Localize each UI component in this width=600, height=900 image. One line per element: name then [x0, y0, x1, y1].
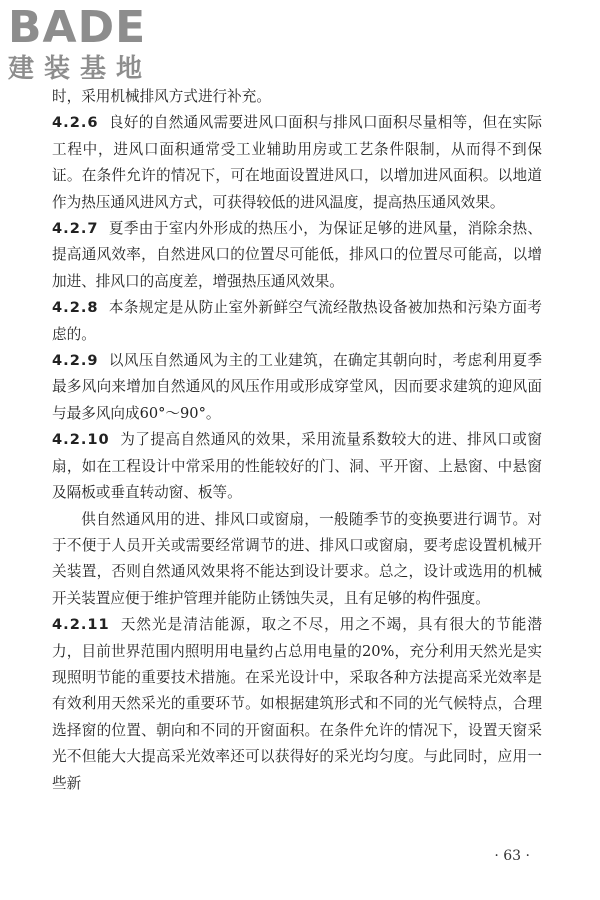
section-number: 4.2.9 — [52, 352, 99, 370]
watermark-logo — [8, 4, 183, 84]
section-text: 本条规定是从防止室外新鲜空气流经散热设备被加热和污染方面考虑的。 — [52, 299, 542, 343]
section-text: 以风压自然通风为主的工业建筑，在确定其朝向时，考虑利用夏季最多风向来增加自然通风的风压作用或形成穿堂风，因而要求建筑的迎风面与最多风向成60°～90°。 — [52, 352, 542, 422]
section-4-2-9 — [52, 348, 542, 427]
section-text: 为了提高自然通风的效果，采用流量系数较大的进、排风口或窗扇，如在工程设计中常采用的性能较好的门、洞、平开窗、上悬窗、中悬窗及隔板或垂直转动窗、板等。 — [52, 431, 542, 502]
section-4-2-6 — [52, 110, 542, 216]
section-4-2-7 — [52, 216, 542, 295]
section-text: 良好的自然通风需要进风口面积与排风口面积尽量相等，但在实际工程中，进风口面积通常受工业辅助用房或工艺条件限制，从而得不到保证。在条件允许的情况下，可在地面设置进风口，以增加进风面积。以地道作为热压通风进风方式，可获得较低的进风温度，提高热压通风效果。 — [52, 114, 542, 211]
section-number: 4.2.11 — [52, 616, 110, 634]
logo-subtitle: 建装基地 — [8, 54, 153, 84]
section-text: 天然光是清洁能源，取之不尽，用之不竭，具有很大的节能潜力，目前世界范围内照明用电量约占总用电量的20%，充分利用天然光是实现照明节能的重要技术措施。在采光设计中，采取各种方法提高采光效率是有效利用天然采光的重要环节。如根据建筑形式和不同的光气候特点，合理选择窗的位置、朝向和不同的开窗面积。在条件允许的情况下，设置天窗采光不但能大大提高采光效率还可以获得好的采光均匀度。与此同时，应用一些新 — [52, 616, 542, 792]
section-number: 4.2.7 — [52, 220, 99, 238]
logo-text: BADE — [8, 2, 147, 53]
body-paragraph: 供自然通风用的进、排风口或窗扇，一般随季节的变换要进行调节。对于不便于人员开关或需要经常调节的进、排风口或窗扇，要考虑设置机械开关装置，否则自然通风效果将不能达到设计要求。总之，设计或选用的机械开关装置应便于维护管理并能防止锈蚀失灵，且有足够的构件强度。 — [52, 510, 542, 607]
section-number: 4.2.10 — [52, 431, 110, 449]
document-body — [52, 84, 542, 797]
section-4-2-8 — [52, 295, 542, 348]
section-4-2-11 — [52, 612, 542, 797]
section-4-2-10 — [52, 427, 542, 506]
section-number: 4.2.8 — [52, 299, 99, 317]
section-text: 夏季由于室内外形成的热压小，为保证足够的进风量，消除余热、提高通风效率，自然进风口的位置尽可能低，排风口的位置尽可能高，以增加进、排风口的高度差，增强热压通风效果。 — [52, 220, 542, 290]
intro-line: 时，采用机械排风方式进行补充。 — [52, 88, 271, 105]
section-number: 4.2.6 — [52, 114, 99, 132]
page-number: · 63 · — [494, 848, 530, 864]
